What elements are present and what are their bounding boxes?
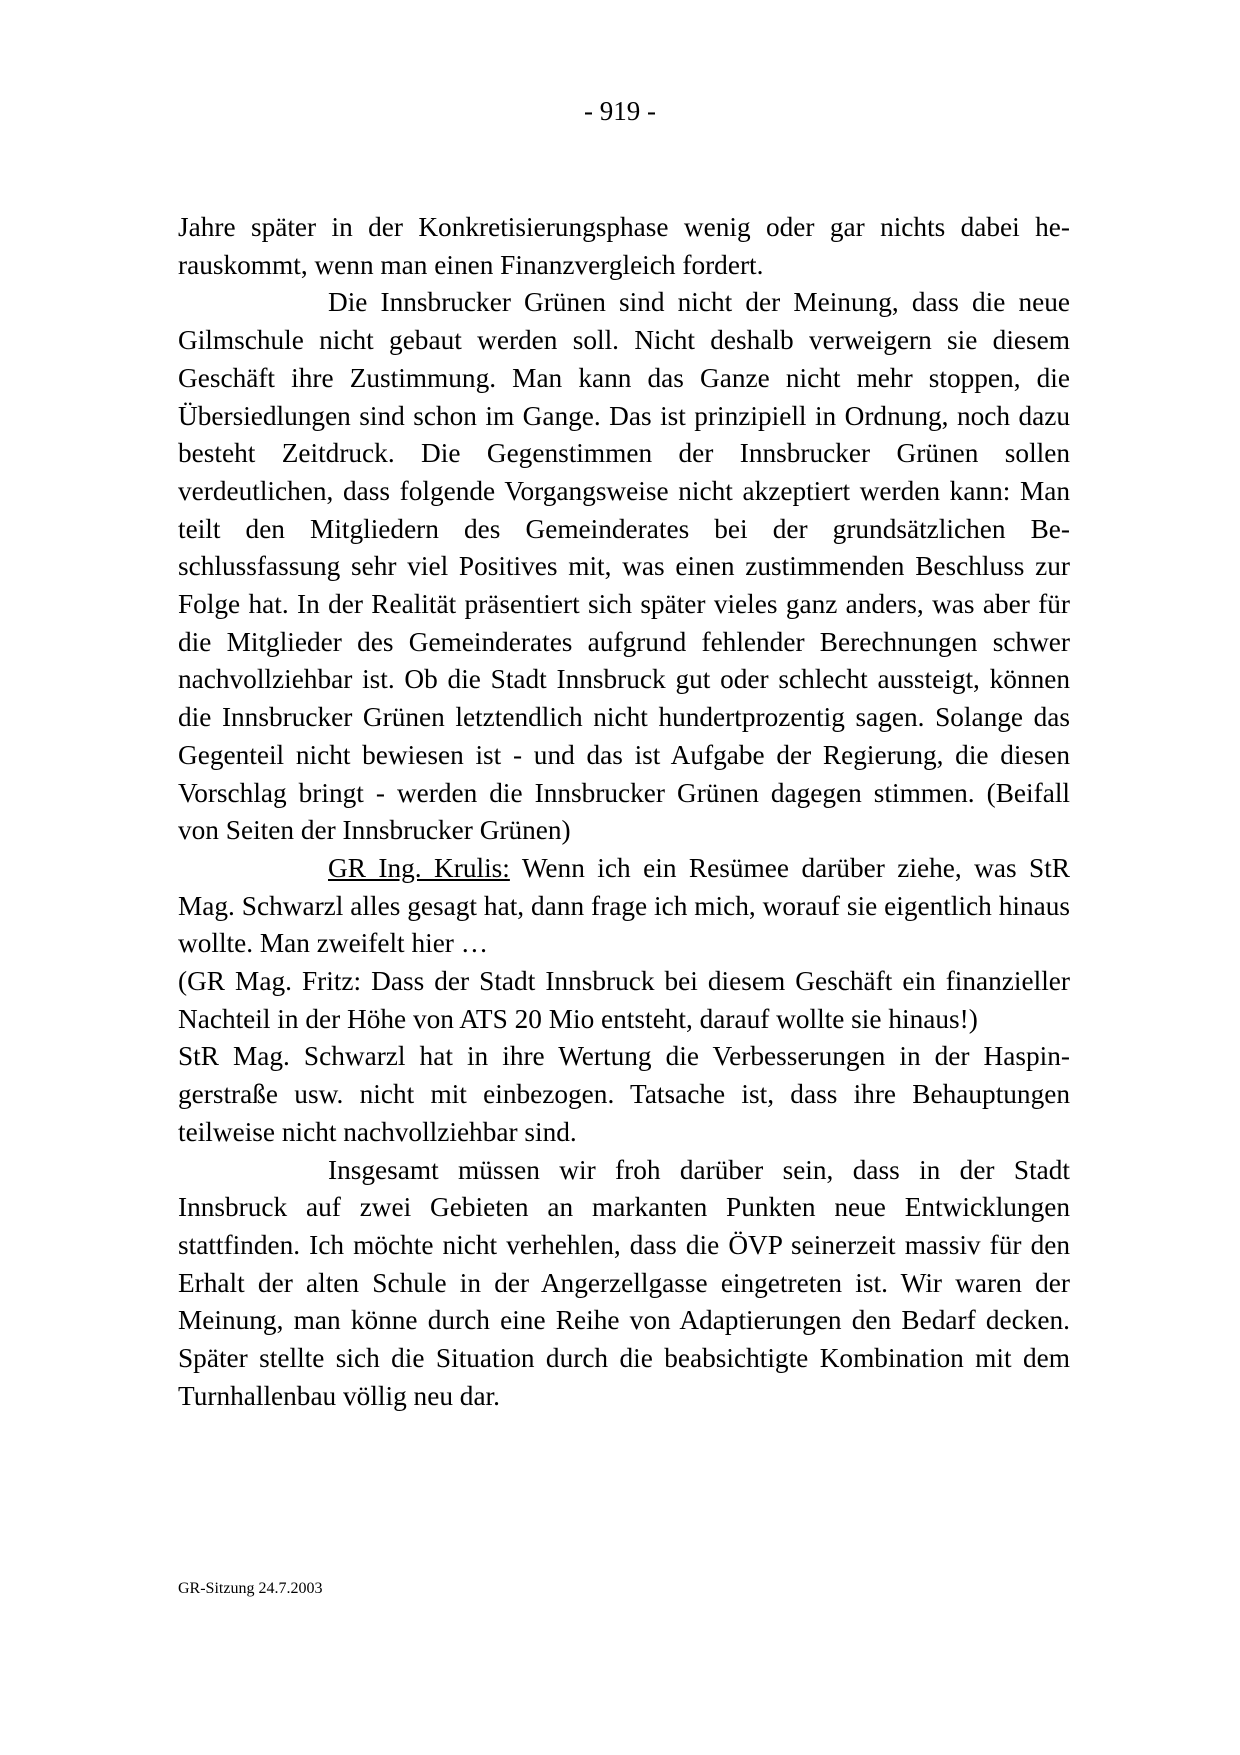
paragraph-5: StR Mag. Schwarzl hat in ihre Wertung die Verbesserungen in der Haspingerstraße usw. nicht mit einbezogen. Tatsache ist, dass ihre Behauptungen teilweise nicht nachvollziehbar sind. [178,1041,1070,1147]
speaker-statement: Wenn ich ein Resümee darüber ziehe, was StR Mag. Schwarzl alles gesagt hat, dann frage ich mich, worauf sie eigentlich hinaus wollte. Man zweifelt hier … [178,852,1071,959]
paragraph-2: Die Innsbrucker Grünen sind nicht der Meinung, dass die neue Gilmschule nicht gebaut werden soll. Nicht deshalb verweigern sie diesem Geschäft ihre Zustimmung. Man kann das Ganze nicht mehr stoppen, die Übersiedlungen sind schon im Gange. Das ist prinzipiell in Ordnung, noch dazu besteht Zeitdruck. Die Gegenstimmen der Innsbrucker Grünen sollen verdeutlichen, dass folgende Vorgangsweise nicht akzeptiert werden kann: Man teilt den Mitgliedern des Gemeinderates bei der grundsätzlichen Beschlussfassung sehr viel Positives mit, was einen zustimmenden Beschluss zur Folge hat. In der Realität präsentiert sich später vieles ganz anders, was aber für die Mitglieder des Gemeinderates aufgrund fehlender Berechnungen schwer nachvollziehbar ist. Ob die Stadt Innsbruck gut oder schlecht aussteigt, können die Innsbrucker Grünen letztendlich nicht hundertprozentig sagen. Solange das Gegenteil nicht bewiesen ist - und das ist Aufgabe der Regierung, die diesen Vorschlag bringt - werden die Innsbrucker Grünen dagegen stimmen. (Beifall von Seiten der Innsbrucker Grünen) [178,287,1070,846]
page-number: - 919 - [584,96,656,126]
footer-session-label: GR-Sitzung 24.7.2003 [178,1580,323,1597]
speaker-name: GR Ing. Krulis: [328,852,510,883]
paragraph-1: Jahre später in der Konkretisierungsphase wenig oder gar nichts dabei herauskommt, wenn man einen Finanzvergleich fordert. [178,212,1070,280]
paragraph-6: Insgesamt müssen wir froh darüber sein, dass in der Stadt Innsbruck auf zwei Gebieten an markanten Punkten neue Entwicklungen stattfinden. Ich möchte nicht verhehlen, dass die ÖVP seinerzeit massiv für den Erhalt der alten Schule in der Angerzellgasse eingetreten ist. Wir waren der Meinung, man könne durch eine Reihe von Adaptierungen den Bedarf decken. Später stellte sich die Situation durch die beabsichtigte Kombination mit dem Turnhallenbau völlig neu dar. [178,1154,1070,1411]
paragraph-3 [178,850,1070,963]
document-body [178,209,1070,1416]
paragraph-4-interjection: (GR Mag. Fritz: Dass der Stadt Innsbruck bei diesem Geschäft ein finanzieller Nachteil in der Höhe von ATS 20 Mio entsteht, darauf wollte sie hinaus!) [178,966,1070,1034]
